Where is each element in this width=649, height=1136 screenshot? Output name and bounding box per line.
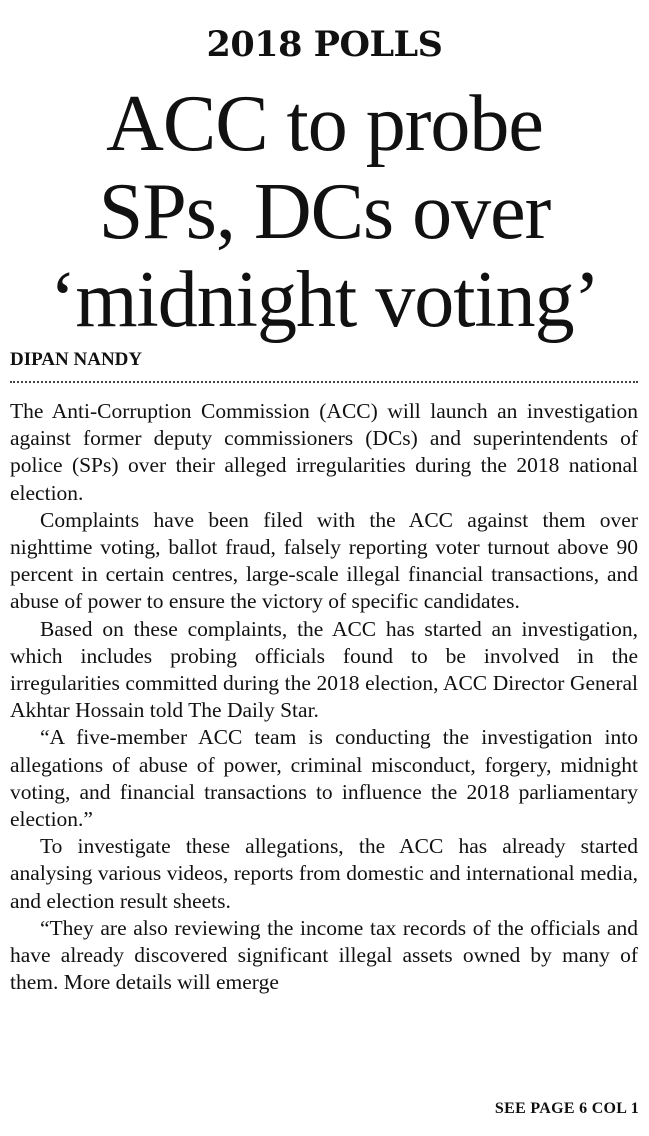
article-body xyxy=(10,398,638,996)
headline-line: ‘midnight voting’ xyxy=(49,256,600,344)
headline-line: ACC to probe xyxy=(106,80,543,168)
paragraph: To investigate these allegations, the ACC has already started analysing various videos, reports from domestic and international media, and election result sheets. xyxy=(10,834,638,913)
kicker: 2018 POLLS xyxy=(206,24,443,65)
paragraph: “They are also reviewing the income tax records of the officials and have already discovered significant illegal assets owned by many of them. More details will emerge xyxy=(10,915,638,995)
dotted-divider xyxy=(10,381,638,383)
byline: DIPAN NANDY xyxy=(10,349,143,370)
paragraph: “A five-member ACC team is conducting the investigation into allegations of abuse of power, criminal misconduct, forgery, midnight voting, and financial transactions to influence the 2018 parliamentary election.” xyxy=(10,725,638,832)
headline-line: SPs, DCs over xyxy=(98,168,551,256)
paragraph: The Anti-Corruption Commission (ACC) will launch an investigation against former deputy commissioners (DCs) and superintendents of police (SPs) over their alleged irregularities during the 2018 national election. xyxy=(10,399,638,505)
jump-line: SEE PAGE 6 COL 1 xyxy=(494,1100,639,1117)
headline xyxy=(0,80,649,344)
paragraph: Complaints have been filed with the ACC against them over nighttime voting, ballot fraud, falsely reporting voter turnout above 90 percent in certain centres, large-scale illegal financial transactions, and abuse of power to ensure the victory of specific candidates. xyxy=(10,507,638,614)
paragraph: Based on these complaints, the ACC has started an investigation, which includes probing officials found to be involved in the irregularities committed during the 2018 election, ACC Director General Akhtar Hossain told The Daily Star. xyxy=(10,616,638,723)
